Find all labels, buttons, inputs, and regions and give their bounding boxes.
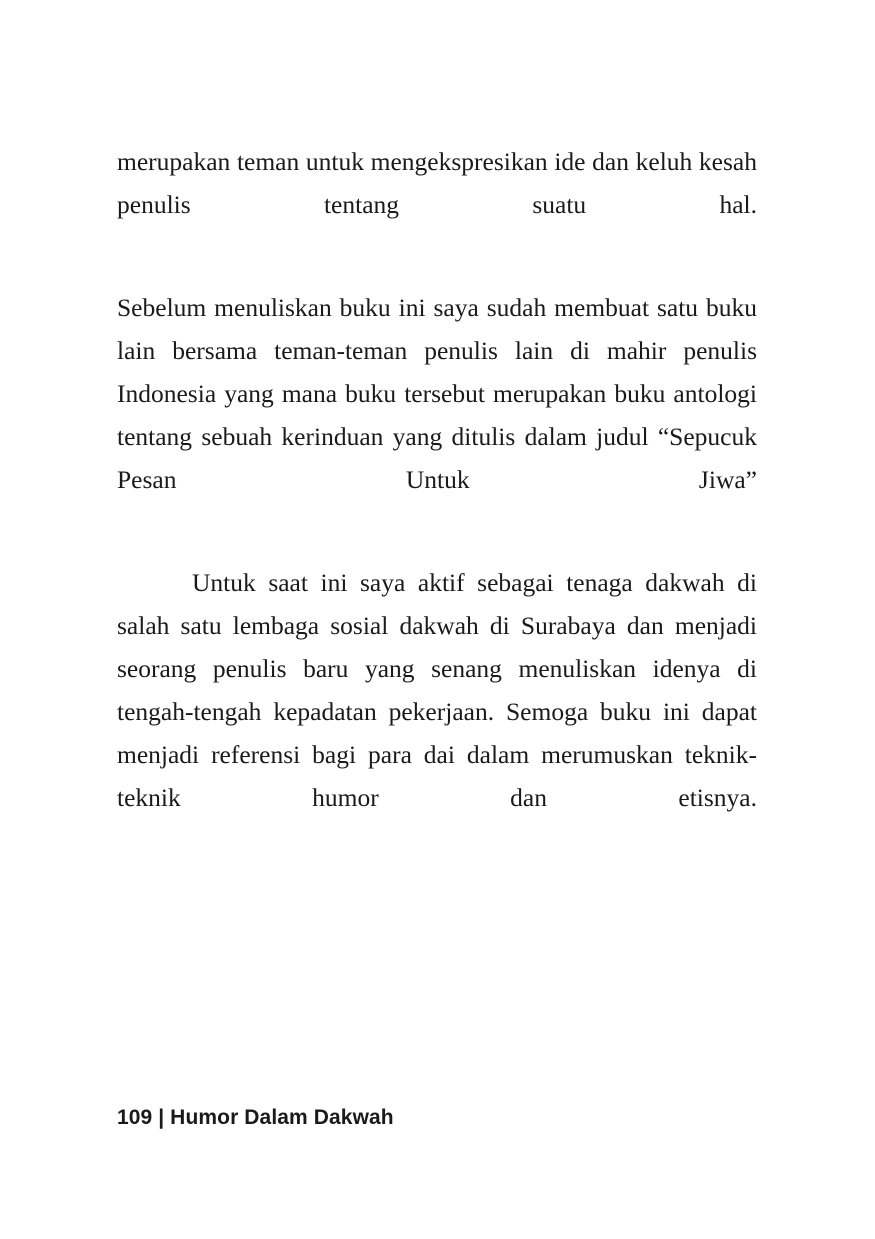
page-content	[117, 140, 757, 862]
paragraph-tenaga-dakwah: Untuk saat ini saya aktif sebagai tenaga dakwah di salah satu lembaga sosial dakwah di Surabaya dan menjadi seorang penulis baru yang senang menuliskan idenya di tengah-tengah kepadatan pekerjaan. Semoga buku ini dapat menjadi referensi bagi para dai dalam merumuskan teknik-teknik humor dan etisnya.	[117, 568, 757, 812]
page-footer: 109 | Humor Dalam Dakwah	[117, 1106, 394, 1129]
paragraph-continued: merupakan teman untuk mengekspresikan ide dan keluh kesah penulis tentang suatu hal.	[117, 147, 757, 219]
paragraph-antologi: Sebelum menuliskan buku ini saya sudah membuat satu buku lain bersama teman-teman penulis lain di mahir penulis Indonesia yang mana buku tersebut merupakan buku antologi tentang sebuah kerinduan yang ditulis dalam judul “Sepucuk Pesan Untuk Jiwa”	[117, 293, 757, 494]
